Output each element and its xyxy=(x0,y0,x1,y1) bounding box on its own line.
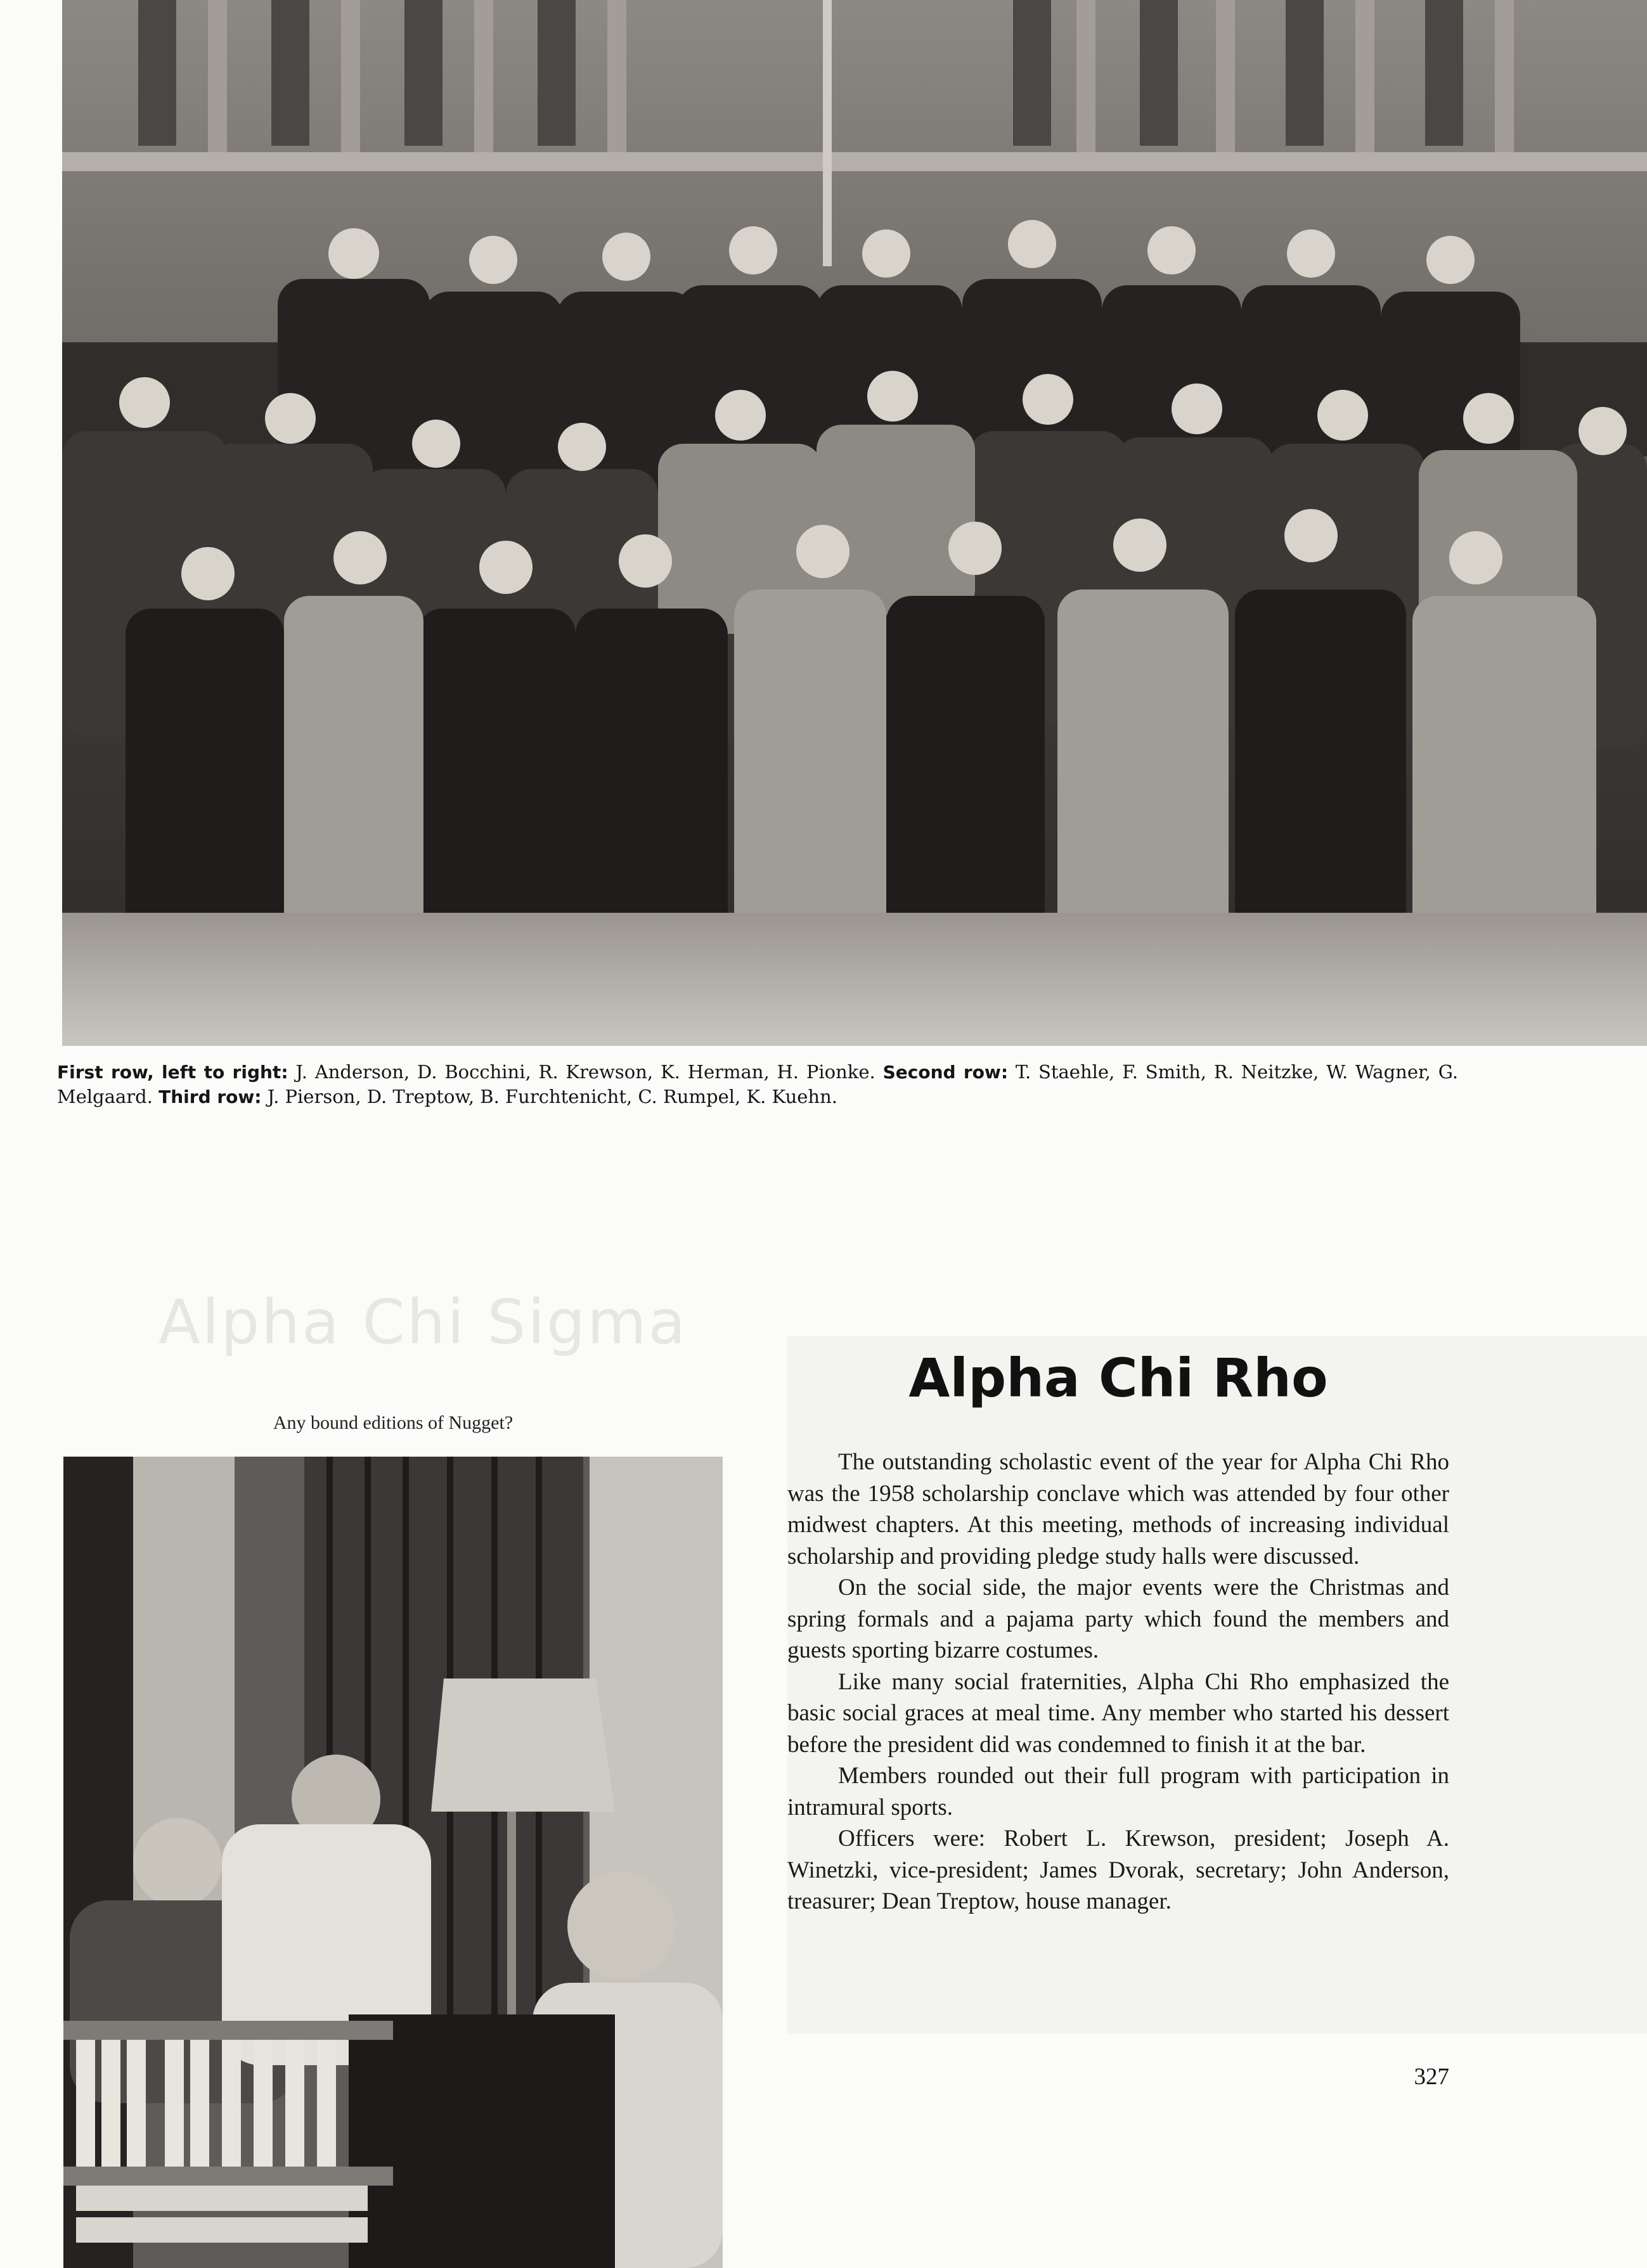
third-row-label: Third row: xyxy=(158,1086,262,1107)
page-number: 327 xyxy=(1414,2064,1449,2090)
group-photo-image xyxy=(62,0,1647,1046)
third-row-names: J. Pierson, D. Treptow, B. Furchtenicht, C. Rumpel, K. Kuehn. xyxy=(267,1086,837,1107)
group-photo-caption xyxy=(57,1060,1458,1109)
article-paragraph: On the social side, the major events were the Christmas and spring formals and a pajama party which found the members and guests sporting bizarre costumes. xyxy=(787,1575,1449,1663)
study-photo xyxy=(63,1457,723,2268)
article-paragraph: Members rounded out their full program with participation in intramural sports. xyxy=(787,1763,1449,1820)
article-paragraph: Officers were: Robert L. Krewson, president; Joseph A. Winetzki, vice-president; James Dvorak, secretary; John Anderson, treasurer; Dean Treptow, house manager. xyxy=(787,1826,1449,1914)
show-through-heading: Alpha Chi Sigma xyxy=(158,1287,688,1358)
study-photo-caption: Any bound editions of Nugget? xyxy=(273,1412,513,1433)
second-row-label: Second row: xyxy=(882,1062,1009,1083)
article-paragraph: The outstanding scholastic event of the year for Alpha Chi Rho was the 1958 scholarship conclave which was attended by four other midwest chapters. At this meeting, methods of increasing individual scholarship and providing pledge study halls were discussed. xyxy=(787,1449,1449,1569)
study-photo-image xyxy=(63,1457,723,2268)
first-row-label: First row, left to right: xyxy=(57,1062,288,1083)
article-paragraph: Like many social fraternities, Alpha Chi Rho emphasized the basic social graces at meal time. Any member who started his dessert before the president did was condemned to finish it at the bar. xyxy=(787,1668,1449,1758)
article-title: Alpha Chi Rho xyxy=(908,1347,1328,1409)
article-body xyxy=(787,1446,1449,1917)
group-photo xyxy=(62,0,1647,1046)
second-row-names: T. Staehle, F. Smith, R. Neitzke, W. Wagner, G. Melgaard. xyxy=(57,1061,1459,1107)
first-row-names: J. Anderson, D. Bocchini, R. Krewson, K. Herman, H. Pionke. xyxy=(295,1061,875,1083)
